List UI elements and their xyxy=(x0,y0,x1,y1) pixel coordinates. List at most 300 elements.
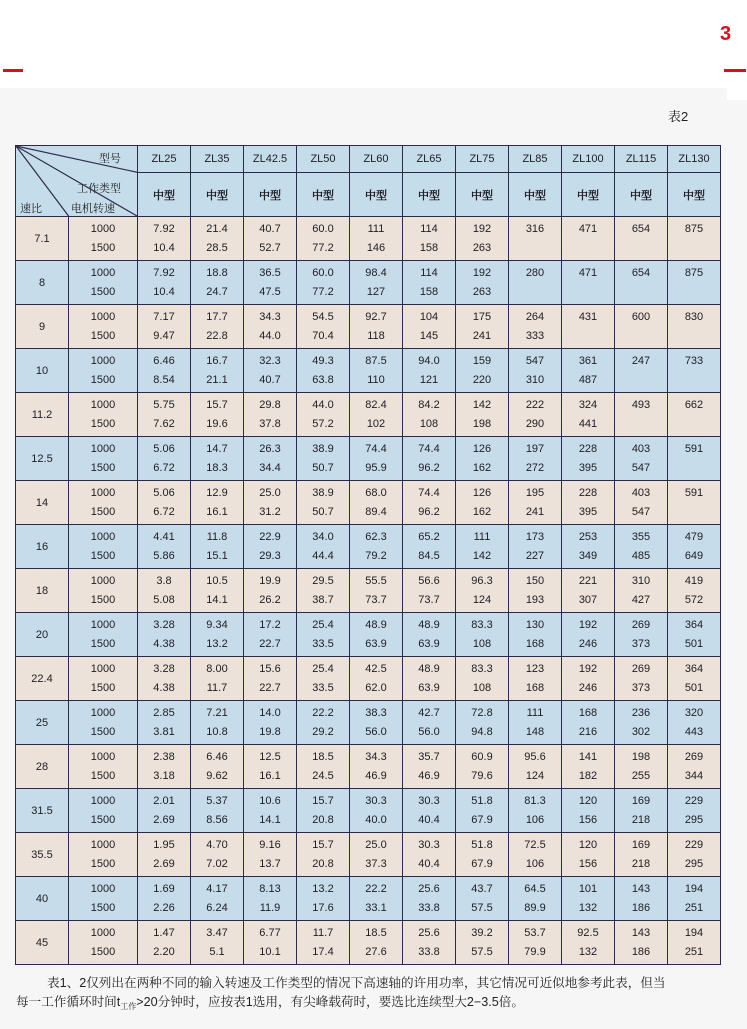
power-1500: 33.1 xyxy=(365,901,387,914)
power-value-cell xyxy=(668,437,721,481)
power-1000: 120 xyxy=(578,794,598,807)
power-1500: 29.3 xyxy=(259,549,281,562)
ratio-cell: 18 xyxy=(16,569,69,613)
power-1000: 34.3 xyxy=(365,750,387,763)
power-value-cell xyxy=(138,745,191,789)
power-1000: 8.00 xyxy=(206,662,228,675)
power-1000: 17.7 xyxy=(206,310,228,323)
power-1500: 94.8 xyxy=(471,725,493,738)
speed-value: 1500 xyxy=(90,769,116,782)
power-1000: 83.3 xyxy=(471,618,493,631)
power-1500: 63.9 xyxy=(418,681,440,694)
speed-value: 1000 xyxy=(90,794,116,807)
power-1000: 2.38 xyxy=(153,750,175,763)
power-value-cell xyxy=(350,745,403,789)
power-value-cell xyxy=(403,789,456,833)
power-1500: 220 xyxy=(472,373,492,386)
power-value-cell xyxy=(668,613,721,657)
power-1500: 142 xyxy=(472,549,492,562)
power-1500: 108 xyxy=(472,637,492,650)
power-1000: 74.4 xyxy=(365,442,387,455)
power-1000: 25.4 xyxy=(312,662,334,675)
power-1500: 34.4 xyxy=(259,461,281,474)
work-type-cell: 中型 xyxy=(403,173,456,217)
top-white-band xyxy=(0,0,747,88)
power-1500: 290 xyxy=(525,417,545,430)
power-value-cell xyxy=(350,701,403,745)
power-1500: 395 xyxy=(578,461,598,474)
speed-value: 1000 xyxy=(90,662,116,675)
ratio-cell: 8 xyxy=(16,261,69,305)
power-value-cell xyxy=(456,481,509,525)
power-1000: 143 xyxy=(631,882,651,895)
power-1000: 60.0 xyxy=(312,266,334,279)
power-value-cell xyxy=(244,657,297,701)
power-1000: 30.3 xyxy=(418,794,440,807)
power-1500: 5.1 xyxy=(209,945,225,958)
speed-value: 1000 xyxy=(90,750,116,763)
power-value-cell xyxy=(244,437,297,481)
motor-speed-cell xyxy=(69,657,138,701)
power-1500: 4.38 xyxy=(153,681,175,694)
power-1000: 493 xyxy=(631,398,651,411)
power-value-cell xyxy=(297,613,350,657)
power-1500: 13.2 xyxy=(206,637,228,650)
power-1000: 662 xyxy=(684,398,704,411)
power-value-cell xyxy=(615,437,668,481)
power-value-cell xyxy=(615,745,668,789)
power-1000: 17.2 xyxy=(259,618,281,631)
power-1000: 49.3 xyxy=(312,354,334,367)
power-value-cell xyxy=(668,569,721,613)
power-1500: 96.2 xyxy=(418,505,440,518)
power-value-cell xyxy=(297,789,350,833)
power-rating-table xyxy=(15,145,721,965)
speed-value: 1500 xyxy=(90,373,116,386)
ratio-cell: 31.5 xyxy=(16,789,69,833)
speed-value: 1500 xyxy=(90,901,116,914)
speed-value: 1000 xyxy=(90,574,116,587)
power-1000: 9.34 xyxy=(206,618,228,631)
power-1000: 479 xyxy=(684,530,704,543)
ratio-cell: 12.5 xyxy=(16,437,69,481)
power-1500: 13.7 xyxy=(259,857,281,870)
power-1500: 79.6 xyxy=(471,769,493,782)
power-1500: 29.2 xyxy=(312,725,334,738)
speed-value: 1000 xyxy=(90,354,116,367)
power-1000: 62.3 xyxy=(365,530,387,543)
power-value-cell xyxy=(138,525,191,569)
speed-value: 1000 xyxy=(90,442,116,455)
header-corner xyxy=(16,146,138,217)
power-1000: 21.4 xyxy=(206,222,228,235)
power-value-cell xyxy=(244,525,297,569)
power-1000: 51.8 xyxy=(471,838,493,851)
model-header-cell: ZL50 xyxy=(297,146,350,173)
power-1000: 361 xyxy=(578,354,598,367)
power-value-cell xyxy=(191,613,244,657)
power-1500: 102 xyxy=(366,417,386,430)
speed-value: 1000 xyxy=(90,838,116,851)
power-1000: 36.5 xyxy=(259,266,281,279)
power-1000: 92.7 xyxy=(365,310,387,323)
power-1000: 14.0 xyxy=(259,706,281,719)
power-1500: 441 xyxy=(578,417,598,430)
power-1000: 19.9 xyxy=(259,574,281,587)
power-value-cell xyxy=(562,437,615,481)
table-row xyxy=(16,877,721,921)
power-value-cell xyxy=(562,217,615,261)
power-value-cell xyxy=(350,613,403,657)
power-value-cell xyxy=(615,305,668,349)
power-1000: 654 xyxy=(631,222,651,235)
power-1000: 355 xyxy=(631,530,651,543)
power-1500: 241 xyxy=(472,329,492,342)
power-1500: 44.0 xyxy=(259,329,281,342)
power-1500: 2.69 xyxy=(153,813,175,826)
power-1500: 63.9 xyxy=(365,637,387,650)
power-1000: 6.46 xyxy=(153,354,175,367)
model-header-cell: ZL35 xyxy=(191,146,244,173)
motor-speed-cell xyxy=(69,701,138,745)
power-1000: 81.3 xyxy=(524,794,546,807)
power-value-cell xyxy=(615,877,668,921)
power-value-cell xyxy=(456,613,509,657)
power-value-cell xyxy=(138,877,191,921)
motor-speed-cell xyxy=(69,349,138,393)
power-1000: 269 xyxy=(684,750,704,763)
ratio-cell: 45 xyxy=(16,921,69,965)
ratio-cell: 28 xyxy=(16,745,69,789)
ratio-cell: 7.1 xyxy=(16,217,69,261)
power-1500: 2.20 xyxy=(153,945,175,958)
power-1500: 52.7 xyxy=(259,241,281,254)
power-1500: 15.1 xyxy=(206,549,228,562)
work-type-cell: 中型 xyxy=(191,173,244,217)
power-1500: 485 xyxy=(631,549,651,562)
power-1500: 40.4 xyxy=(418,857,440,870)
power-1000: 654 xyxy=(631,266,651,279)
power-value-cell xyxy=(403,877,456,921)
power-value-cell xyxy=(350,261,403,305)
power-value-cell xyxy=(403,569,456,613)
power-1000: 84.2 xyxy=(418,398,440,411)
top-white-band-right xyxy=(727,0,747,100)
power-1000: 173 xyxy=(525,530,545,543)
motor-speed-cell xyxy=(69,833,138,877)
power-1000: 316 xyxy=(525,222,545,235)
power-1500: 40.7 xyxy=(259,373,281,386)
power-value-cell xyxy=(615,613,668,657)
power-1000: 82.4 xyxy=(365,398,387,411)
power-1500: 162 xyxy=(472,505,492,518)
power-value-cell xyxy=(350,569,403,613)
power-1500: 168 xyxy=(525,637,545,650)
power-1000: 43.7 xyxy=(471,882,493,895)
power-value-cell xyxy=(668,877,721,921)
work-type-cell: 中型 xyxy=(350,173,403,217)
power-1500: 146 xyxy=(366,241,386,254)
power-1500: 110 xyxy=(367,373,385,386)
power-1000: 104 xyxy=(419,310,439,323)
power-1000: 111 xyxy=(367,222,385,235)
power-1500: 11.7 xyxy=(206,681,228,694)
power-1000: 74.4 xyxy=(418,486,440,499)
power-1500: 295 xyxy=(684,813,704,826)
power-value-cell xyxy=(403,481,456,525)
table-row xyxy=(16,613,721,657)
power-1000: 875 xyxy=(684,266,704,279)
power-1000: 72.5 xyxy=(524,838,546,851)
speed-value: 1000 xyxy=(90,266,116,279)
power-1000: 2.85 xyxy=(153,706,175,719)
power-1500: 302 xyxy=(631,725,651,738)
power-1000: 48.9 xyxy=(418,618,440,631)
power-value-cell xyxy=(191,217,244,261)
power-1000: 3.47 xyxy=(206,926,228,939)
power-value-cell xyxy=(509,217,562,261)
power-1000: 72.8 xyxy=(471,706,493,719)
power-1000: 169 xyxy=(631,794,651,807)
power-1000: 29.5 xyxy=(312,574,334,587)
power-1500: 427 xyxy=(631,593,651,606)
power-value-cell xyxy=(297,833,350,877)
power-1000: 123 xyxy=(525,662,545,675)
power-1500: 649 xyxy=(684,549,704,562)
power-1500: 547 xyxy=(631,461,651,474)
power-1000: 253 xyxy=(578,530,598,543)
power-1500: 77.2 xyxy=(312,241,334,254)
power-1000: 15.7 xyxy=(206,398,228,411)
power-1000: 42.7 xyxy=(418,706,440,719)
ratio-label: 速比 xyxy=(20,203,42,215)
power-1000: 22.2 xyxy=(365,882,387,895)
power-1500: 2.26 xyxy=(153,901,175,914)
power-1500: 24.5 xyxy=(312,769,334,782)
power-1000: 471 xyxy=(578,222,598,235)
power-value-cell xyxy=(509,877,562,921)
table-label: 表2 xyxy=(668,109,689,124)
power-value-cell xyxy=(509,261,562,305)
power-1000: 471 xyxy=(578,266,598,279)
power-value-cell xyxy=(403,349,456,393)
motor-speed-cell xyxy=(69,217,138,261)
power-1500: 37.3 xyxy=(365,857,387,870)
power-1500: 40.4 xyxy=(418,813,440,826)
power-1000: 222 xyxy=(525,398,545,411)
power-1000: 34.0 xyxy=(312,530,334,543)
power-1500: 16.1 xyxy=(206,505,228,518)
power-value-cell xyxy=(403,525,456,569)
table-row xyxy=(16,305,721,349)
power-1000: 2.01 xyxy=(153,794,175,807)
power-1500: 263 xyxy=(472,241,492,254)
power-value-cell xyxy=(668,789,721,833)
power-value-cell xyxy=(615,217,668,261)
speed-value: 1500 xyxy=(90,725,116,738)
power-value-cell xyxy=(456,217,509,261)
power-1000: 192 xyxy=(472,266,492,279)
power-1500: 186 xyxy=(631,945,651,958)
power-value-cell xyxy=(509,481,562,525)
power-value-cell xyxy=(191,657,244,701)
power-value-cell xyxy=(350,833,403,877)
footnote xyxy=(16,974,740,1016)
power-value-cell xyxy=(456,525,509,569)
power-value-cell xyxy=(297,657,350,701)
work-type-label: 工作类型 xyxy=(77,183,121,195)
power-value-cell xyxy=(615,393,668,437)
power-1500: 14.1 xyxy=(206,593,228,606)
motor-speed-cell xyxy=(69,877,138,921)
power-value-cell xyxy=(350,393,403,437)
power-1000: 18.5 xyxy=(312,750,334,763)
power-value-cell xyxy=(244,921,297,965)
ratio-cell: 20 xyxy=(16,613,69,657)
power-1500: 8.56 xyxy=(206,813,228,826)
power-1500: 255 xyxy=(631,769,651,782)
work-type-cell: 中型 xyxy=(509,173,562,217)
power-1500: 106 xyxy=(525,813,545,826)
power-1000: 169 xyxy=(631,838,651,851)
power-1500: 46.9 xyxy=(365,769,387,782)
power-1000: 150 xyxy=(525,574,545,587)
ratio-cell: 11.2 xyxy=(16,393,69,437)
power-1500: 227 xyxy=(525,549,545,562)
power-1000: 364 xyxy=(684,662,704,675)
power-1500: 20.8 xyxy=(312,813,334,826)
power-1000: 5.75 xyxy=(153,398,175,411)
power-value-cell xyxy=(191,349,244,393)
power-value-cell xyxy=(509,569,562,613)
power-1500: 158 xyxy=(419,285,439,298)
power-1500: 5.08 xyxy=(153,593,175,606)
power-value-cell xyxy=(403,833,456,877)
power-1500: 7.02 xyxy=(206,857,228,870)
power-1000: 68.0 xyxy=(365,486,387,499)
power-value-cell xyxy=(191,393,244,437)
power-1000: 5.06 xyxy=(153,486,175,499)
power-1500: 40.0 xyxy=(365,813,387,826)
power-1000: 9.16 xyxy=(259,838,281,851)
power-1000: 320 xyxy=(684,706,704,719)
power-1000: 18.5 xyxy=(365,926,387,939)
power-1500: 47.5 xyxy=(259,285,281,298)
table-row xyxy=(16,789,721,833)
power-1000: 7.17 xyxy=(153,310,175,323)
power-value-cell xyxy=(403,261,456,305)
power-value-cell xyxy=(297,217,350,261)
power-1500: 272 xyxy=(525,461,545,474)
power-1500: 7.62 xyxy=(153,417,175,430)
power-1000: 4.70 xyxy=(206,838,228,851)
work-type-cell: 中型 xyxy=(456,173,509,217)
motor-speed-cell xyxy=(69,261,138,305)
power-1500: 501 xyxy=(684,637,704,650)
table-row xyxy=(16,701,721,745)
power-value-cell xyxy=(297,393,350,437)
power-1000: 114 xyxy=(420,222,438,235)
power-1000: 194 xyxy=(684,926,704,939)
power-1500: 3.18 xyxy=(153,769,175,782)
power-1000: 1.69 xyxy=(153,882,175,895)
motor-speed-cell xyxy=(69,305,138,349)
power-1500: 33.8 xyxy=(418,901,440,914)
power-value-cell xyxy=(244,349,297,393)
power-value-cell xyxy=(615,657,668,701)
power-1500: 57.5 xyxy=(471,945,493,958)
power-value-cell xyxy=(509,393,562,437)
speed-value: 1000 xyxy=(90,882,116,895)
speed-value: 1500 xyxy=(90,505,116,518)
power-value-cell xyxy=(191,569,244,613)
power-1000: 6.46 xyxy=(206,750,228,763)
power-1500: 3.81 xyxy=(153,725,175,738)
speed-value: 1500 xyxy=(90,945,116,958)
power-value-cell xyxy=(668,217,721,261)
power-1500: 33.8 xyxy=(418,945,440,958)
power-1000: 1.95 xyxy=(153,838,175,851)
power-1000: 111 xyxy=(526,706,544,719)
work-type-cell: 中型 xyxy=(615,173,668,217)
power-1500: 124 xyxy=(525,769,545,782)
power-1000: 6.77 xyxy=(259,926,281,939)
power-value-cell xyxy=(244,745,297,789)
power-value-cell xyxy=(668,481,721,525)
power-1500: 246 xyxy=(578,681,598,694)
power-1000: 142 xyxy=(472,398,492,411)
power-1500: 193 xyxy=(525,593,545,606)
power-value-cell xyxy=(297,877,350,921)
power-1500: 10.4 xyxy=(153,241,175,254)
power-1500: 344 xyxy=(684,769,704,782)
power-1000: 51.8 xyxy=(471,794,493,807)
power-1000: 60.9 xyxy=(471,750,493,763)
power-1500: 218 xyxy=(631,857,651,870)
power-value-cell xyxy=(615,349,668,393)
power-1500: 63.9 xyxy=(418,637,440,650)
power-value-cell xyxy=(456,701,509,745)
power-1000: 229 xyxy=(684,794,704,807)
table-row xyxy=(16,657,721,701)
power-1000: 25.4 xyxy=(312,618,334,631)
power-1500: 2.69 xyxy=(153,857,175,870)
power-value-cell xyxy=(403,305,456,349)
motor-speed-cell xyxy=(69,745,138,789)
power-1500: 251 xyxy=(684,945,704,958)
speed-value: 1000 xyxy=(90,222,116,235)
work-type-cell: 中型 xyxy=(562,173,615,217)
power-1500: 10.8 xyxy=(206,725,228,738)
power-1500: 84.5 xyxy=(418,549,440,562)
power-1000: 143 xyxy=(631,926,651,939)
power-value-cell xyxy=(562,657,615,701)
power-value-cell xyxy=(297,437,350,481)
power-value-cell xyxy=(350,789,403,833)
power-1000: 16.7 xyxy=(206,354,228,367)
power-value-cell xyxy=(350,437,403,481)
power-1500: 22.7 xyxy=(259,681,281,694)
power-value-cell xyxy=(350,481,403,525)
ratio-cell: 10 xyxy=(16,349,69,393)
power-1000: 310 xyxy=(631,574,651,587)
power-1000: 44.0 xyxy=(312,398,334,411)
power-1500: 73.7 xyxy=(365,593,387,606)
power-value-cell xyxy=(297,305,350,349)
power-1000: 55.5 xyxy=(365,574,387,587)
motor-speed-cell xyxy=(69,569,138,613)
power-1000: 29.8 xyxy=(259,398,281,411)
